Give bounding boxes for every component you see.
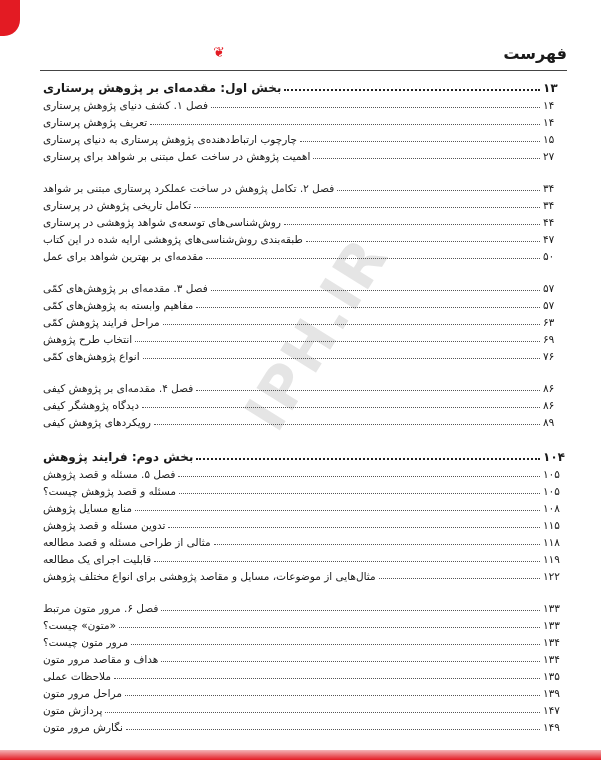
page-number: ۱۳۳ <box>543 603 560 615</box>
toc-entry-label: پردازش متون <box>43 705 103 717</box>
footer-color-band <box>0 750 601 760</box>
page-number: ۱۴ <box>543 117 555 129</box>
toc-entry-label: چارچوب ارتباط‌دهنده‌ی پژوهش پرستاری به دنیای پرستاری <box>43 134 297 146</box>
dot-leader <box>126 728 540 730</box>
dot-leader <box>196 457 540 460</box>
dot-leader <box>306 240 540 242</box>
toc-entry[interactable] <box>40 412 565 429</box>
page-number: ۱۴۷ <box>543 705 560 717</box>
dot-leader <box>284 223 540 225</box>
page-number: ۱۱۵ <box>543 520 560 532</box>
toc-entry-label: طبقه‌بندی روش‌شناسی‌های پژوهشی ارایه شده در این کتاب <box>43 234 303 246</box>
toc-entry-label: روش‌شناسی‌های توسعه‌ی شواهد پژوهشی در پرستاری <box>43 217 281 229</box>
dot-leader <box>142 406 540 408</box>
page-number: ۶۹ <box>543 334 555 346</box>
toc-entry[interactable] <box>40 112 565 129</box>
page-number: ۱۴۹ <box>543 722 560 734</box>
toc-entry-label: «متون» چیست؟ <box>43 620 117 632</box>
dot-leader <box>379 577 540 579</box>
toc-entry[interactable] <box>40 481 565 498</box>
chapter-spacer <box>40 583 565 598</box>
dot-leader <box>161 609 540 611</box>
toc-entry-label: مثالی از طراحی مسئله و قصد مطالعه <box>43 537 211 549</box>
toc-entry-label: مرور متون چیست؟ <box>43 637 129 649</box>
page-number: ۴۴ <box>543 217 555 229</box>
toc-entry[interactable] <box>40 498 565 515</box>
dot-leader <box>154 560 540 562</box>
chapter-heading[interactable] <box>40 598 565 615</box>
toc-entry-label: مراحل مرور متون <box>43 688 122 700</box>
logo-flourish-icon: ❦ <box>213 45 225 61</box>
toc-entry[interactable] <box>40 632 565 649</box>
page-number: ۱۲۲ <box>543 571 560 583</box>
toc-entry-label: ملاحظات عملی <box>43 671 111 683</box>
dot-leader <box>211 289 540 291</box>
toc-entry[interactable] <box>40 666 565 683</box>
page-number: ۳۴ <box>543 200 555 212</box>
dot-leader <box>194 206 540 208</box>
toc-entry[interactable] <box>40 700 565 717</box>
page-number: ۱۴ <box>543 100 555 112</box>
dot-leader <box>161 660 540 662</box>
toc-entry-label: نگارش مرور متون <box>43 722 123 734</box>
toc-entry[interactable] <box>40 683 565 700</box>
toc-entry[interactable] <box>40 717 565 734</box>
dot-leader <box>337 189 540 191</box>
page-title: فهرست <box>503 44 567 63</box>
page-number: ۱۵ <box>543 134 555 146</box>
part-heading-label: بخش اول: مقدمه‌ای بر پژوهش پرستاری <box>43 81 282 95</box>
toc-entry-label: تدوین مسئله و قصد پژوهش <box>43 520 166 532</box>
chapter-spacer <box>40 363 565 378</box>
chapter-heading[interactable] <box>40 95 565 112</box>
toc-entry-label: تعریف پژوهش پرستاری <box>43 117 148 129</box>
dot-leader <box>125 694 540 696</box>
title-divider <box>40 70 567 71</box>
dot-leader <box>135 509 540 511</box>
chapter-heading[interactable] <box>40 464 565 481</box>
toc-entry-label: مثال‌هایی از موضوعات، مسایل و مقاصد پژوهشی برای انواع مختلف پژوهش <box>43 571 376 583</box>
toc-entry[interactable] <box>40 549 565 566</box>
dot-leader <box>168 526 540 528</box>
page-number: ۳۴ <box>543 183 555 195</box>
chapter-heading-label: فصل ۱. کشف دنیای پژوهش پرستاری <box>43 100 209 112</box>
toc-entry[interactable] <box>40 212 565 229</box>
chapter-heading-label: فصل ۴. مقدمه‌ای بر پژوهش کیفی <box>43 383 194 395</box>
toc-entry-label: تکامل تاریخی پژوهش در پرستاری <box>43 200 192 212</box>
toc-entry[interactable] <box>40 295 565 312</box>
page-number: ۵۷ <box>543 300 555 312</box>
toc-entry[interactable] <box>40 615 565 632</box>
toc-entry-label: هداف و مقاصد مرور متون <box>43 654 159 666</box>
page-number: ۱۰۵ <box>543 486 560 498</box>
page-number: ۱۳ <box>543 81 558 95</box>
section-spacer <box>40 429 565 444</box>
toc-entry-label: مراحل فرایند پژوهش کمّی <box>43 317 160 329</box>
table-of-contents <box>40 75 565 734</box>
dot-leader <box>150 123 540 125</box>
dot-leader <box>206 257 540 259</box>
page-number: ۵۷ <box>543 283 555 295</box>
dot-leader <box>211 106 540 108</box>
toc-entry-label: مفاهیم وابسته به پژوهش‌های کمّی <box>43 300 194 312</box>
dot-leader <box>114 677 540 679</box>
toc-entry[interactable] <box>40 129 565 146</box>
part-heading[interactable] <box>40 75 565 95</box>
toc-entry[interactable] <box>40 395 565 412</box>
page-number: ۷۶ <box>543 351 555 363</box>
page-number: ۱۳۳ <box>543 620 560 632</box>
toc-entry[interactable] <box>40 515 565 532</box>
toc-entry-label: انواع پژوهش‌های کمّی <box>43 351 140 363</box>
dot-leader <box>313 157 540 159</box>
toc-entry-label: مقدمه‌ای بر بهترین شواهد برای عمل <box>43 251 204 263</box>
page-number: ۱۱۹ <box>543 554 560 566</box>
toc-entry[interactable] <box>40 566 565 583</box>
dot-leader <box>179 492 540 494</box>
page-number: ۱۳۴ <box>543 637 560 649</box>
toc-entry[interactable] <box>40 532 565 549</box>
page-number: ۱۳۹ <box>543 688 560 700</box>
dot-leader <box>300 140 540 142</box>
toc-entry-label: اهمیت پژوهش در ساخت عمل مبتنی بر شواهد برای پرستاری <box>43 151 311 163</box>
chapter-heading-label: فصل ۲. تکامل پژوهش در ساخت عملکرد پرستاری مبتنی بر شواهد <box>43 183 335 195</box>
publisher-logo <box>206 46 232 68</box>
chapter-heading[interactable] <box>40 278 565 295</box>
toc-entry-label: منابع مسایل پژوهش <box>43 503 132 515</box>
page-number: ۴۷ <box>543 234 555 246</box>
page-number: ۱۱۸ <box>543 537 560 549</box>
dot-leader <box>214 543 540 545</box>
dot-leader <box>105 711 540 713</box>
part-heading-label: بخش دوم: فرایند پژوهش <box>43 450 194 464</box>
toc-entry[interactable] <box>40 146 565 163</box>
dot-leader <box>135 340 540 342</box>
page-number: ۵۰ <box>543 251 555 263</box>
dot-leader <box>119 626 540 628</box>
page-number: ۱۰۵ <box>543 469 560 481</box>
chapter-heading[interactable] <box>40 178 565 195</box>
page-number: ۸۶ <box>543 383 555 395</box>
toc-entry[interactable] <box>40 229 565 246</box>
chapter-spacer <box>40 263 565 278</box>
chapter-heading-label: فصل ۶. مرور متون مرتبط <box>43 603 159 615</box>
chapter-spacer <box>40 163 565 178</box>
dot-leader <box>143 357 540 359</box>
toc-entry[interactable] <box>40 329 565 346</box>
page-number: ۲۷ <box>543 151 555 163</box>
dot-leader <box>163 323 540 325</box>
page-number: ۸۶ <box>543 400 555 412</box>
dot-leader <box>131 643 540 645</box>
dot-leader <box>178 475 540 477</box>
dot-leader <box>154 423 540 425</box>
watermark: IPH.IR <box>231 225 402 443</box>
toc-entry[interactable] <box>40 346 565 363</box>
toc-entry-label: دیدگاه پژوهشگر کیفی <box>43 400 139 412</box>
chapter-heading-label: فصل ۳. مقدمه‌ای بر پژوهش‌های کمّی <box>43 283 208 295</box>
toc-entry-label: قابلیت اجرای یک مطالعه <box>43 554 152 566</box>
toc-entry[interactable] <box>40 246 565 263</box>
page-number: ۸۹ <box>543 417 555 429</box>
page-number: ۱۰۸ <box>543 503 560 515</box>
toc-entry-label: انتخاب طرح پژوهش <box>43 334 133 346</box>
part-heading[interactable] <box>40 444 565 464</box>
page-number: ۶۳ <box>543 317 555 329</box>
toc-entry-label: رویکردهای پژوهش کیفی <box>43 417 151 429</box>
dot-leader <box>196 389 540 391</box>
dot-leader <box>284 88 540 91</box>
toc-entry[interactable] <box>40 649 565 666</box>
dot-leader <box>196 306 540 308</box>
chapter-heading-label: فصل ۵. مسئله و قصد پژوهش <box>43 469 176 481</box>
corner-tab-mark <box>0 0 20 36</box>
page-number: ۱۳۵ <box>543 671 560 683</box>
page-number: ۱۳۴ <box>543 654 560 666</box>
page-number: ۱۰۴ <box>543 450 565 464</box>
toc-entry[interactable] <box>40 195 565 212</box>
toc-entry[interactable] <box>40 312 565 329</box>
chapter-heading[interactable] <box>40 378 565 395</box>
toc-entry-label: مسئله و قصد پژوهش چیست؟ <box>43 486 176 498</box>
